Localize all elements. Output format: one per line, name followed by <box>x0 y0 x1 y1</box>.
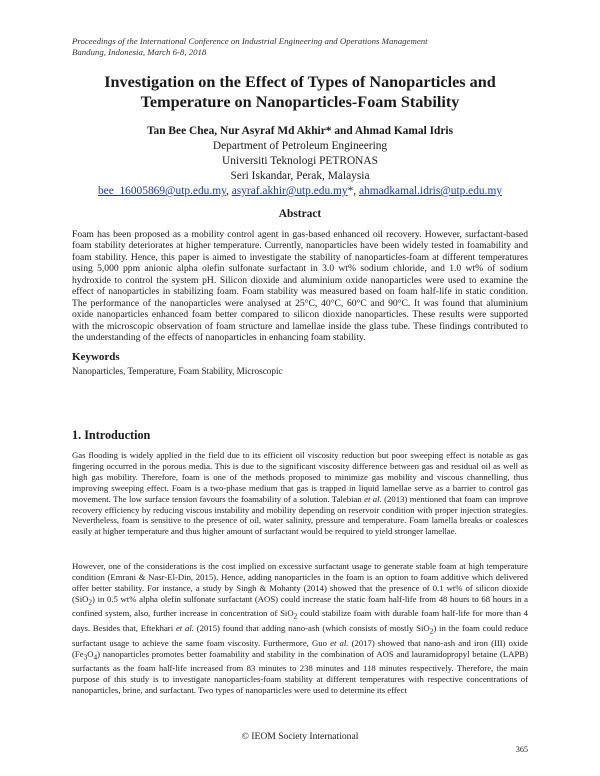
introduction-paragraph-1: Gas flooding is widely applied in the field due to its efficient oil viscosity reduction but poor sweeping effect is notable as gas fingering occurred in the porous media. This is due to the significant viscosity difference between gas and residual oil as well as high gas mobility. Therefore, foam is one of the methods proposed to minimize gas mobility and viscous channelling, thus improving sweeping effect. Foam is a two-phase medium that gas is trapped in liquid lamellae serve as a barrier to control gas movement. The low surface tension favours the foamability of a solution. Talebian et al. (2013) mentioned that foam can improve recovery efficiency by reducing viscous instability and mobility depending on reservoir condition with proper injection strategies. Nevertheless, foam is sensitive to the presence of oil, water salinity, pressure and temperature. Foam lamella breaks or coalesces easily at higher temperature and thus higher amount of surfactant would be required to yield stronger lamellae. <box>72 450 529 537</box>
author-department: Department of Petroleum Engineering <box>212 140 388 152</box>
title-line-1: Investigation on the Effect of Types of Nanoparticles and <box>104 73 496 91</box>
author-block <box>40 124 560 199</box>
introduction-heading: 1. Introduction <box>72 428 151 442</box>
email-link-3[interactable]: ahmadkamal.idris@utp.edu.my <box>358 185 503 197</box>
paper-title <box>40 72 560 112</box>
email-2-suffix: *, <box>347 185 357 197</box>
email-link-2[interactable]: asyraf.akhir@utp.edu.my <box>231 185 348 197</box>
email-link-1[interactable]: bee_16005869@utp.edu.my <box>97 185 227 197</box>
proceedings-line-1: Proceedings of the International Conference on Industrial Engineering and Operations Management <box>72 36 428 46</box>
keywords-text: Nanoparticles, Temperature, Foam Stability, Microscopic <box>72 366 283 376</box>
footer-society: © IEOM Society International <box>241 731 359 742</box>
abstract-heading: Abstract <box>278 208 322 220</box>
author-names: Tan Bee Chea, Nur Asyraf Md Akhir* and Ahmad Kamal Idris <box>146 125 453 137</box>
introduction-paragraph-2: However, one of the considerations is the cost implied on excessive surfactant usage to generate stable foam at high temperature condition (Emrani & Nasr-El-Din, 2015). Hence, adding nanoparticles in the foam is an option to foam additive which delivered offer better stability. For instance, a study by Singh & Mohanty (2014) showed that the presence of 0.1 wt% of silicon dioxide (SiO$_2$) in 0.5 wt% alpha olefin sulfonate surfactant (AOS) could increase the static foam half-life from 48 hours to 68 hours in a confined system, also, further increase in concentration of SiO$_2$ could stabilize foam with durable foam half-life for more than 4 days. Besides that, Eftekhari et al. (2015) found that adding nano-ash (which consists of mostly SiO$_2$) in the foam could reduce surfactant usage to achieve the same foam viscosity. Furthermore, Guo et al. (2017) showed that nano-ash and iron (III) oxide $(Fe_3O_4)$ nanoparticles promotes better foamability and stability in the combination of AOS and lauramidopropyl betaine (LAPB) surfactants as the foam half-life increased from 83 minutes to 238 minutes and 118 minutes respectively. Therefore, the main purpose of this study is to investigate nanoparticles-foam stability at different temperatures with respective concentrations of nanoparticles, brine, and surfactant. Two types of nanoparticles were used to determine its effect <box>72 561 529 695</box>
author-location: Seri Iskandar, Perak, Malaysia <box>230 170 370 182</box>
abstract-text: Foam has been proposed as a mobility control agent in gas-based enhanced oil recovery. However, surfactant-based foam stability deteriorates at higher temperature. Currently, nanoparticles have been widely tested in foamability and foam stability. Hence, this paper is aimed to investigate the stability of nanoparticles-foam at different temperatures using 5,000 ppm anionic alpha olefin sulfonate surfactant in 3.0 wt% sodium chloride, and 1.0 wt% of sodium hydroxide to control the system pH. Silicon dioxide and aluminium oxide nanoparticles were used to examine the effect of nanoparticles in stabilizing foam. Foam stability was measured based on foam half-life in static condition. The performance of the nanoparticles were analysed at 25°C, 40°C, 60°C and 90°C. It was found that aluminium oxide nanoparticles enhanced foam better compared to silicon dioxide nanoparticles. These results were supported with the microscopic observation of foam structure and lamellae inside the glass tube. These findings contributed to the understanding of the effects of nanoparticles in enhancing foam stability. <box>72 229 528 344</box>
author-university: Universiti Teknologi PETRONAS <box>222 155 378 167</box>
title-line-2: Temperature on Nanoparticles-Foam Stability <box>140 93 460 111</box>
proceedings-header <box>72 36 532 58</box>
page-number: 365 <box>515 745 528 754</box>
author-emails: bee_16005869@utp.edu.my, asyraf.akhir@utp.edu.my*, ahmadkamal.idris@utp.edu.my <box>97 185 503 197</box>
keywords-heading: Keywords <box>72 351 120 363</box>
proceedings-line-2: Bandung, Indonesia, March 6-8, 2018 <box>72 47 207 57</box>
